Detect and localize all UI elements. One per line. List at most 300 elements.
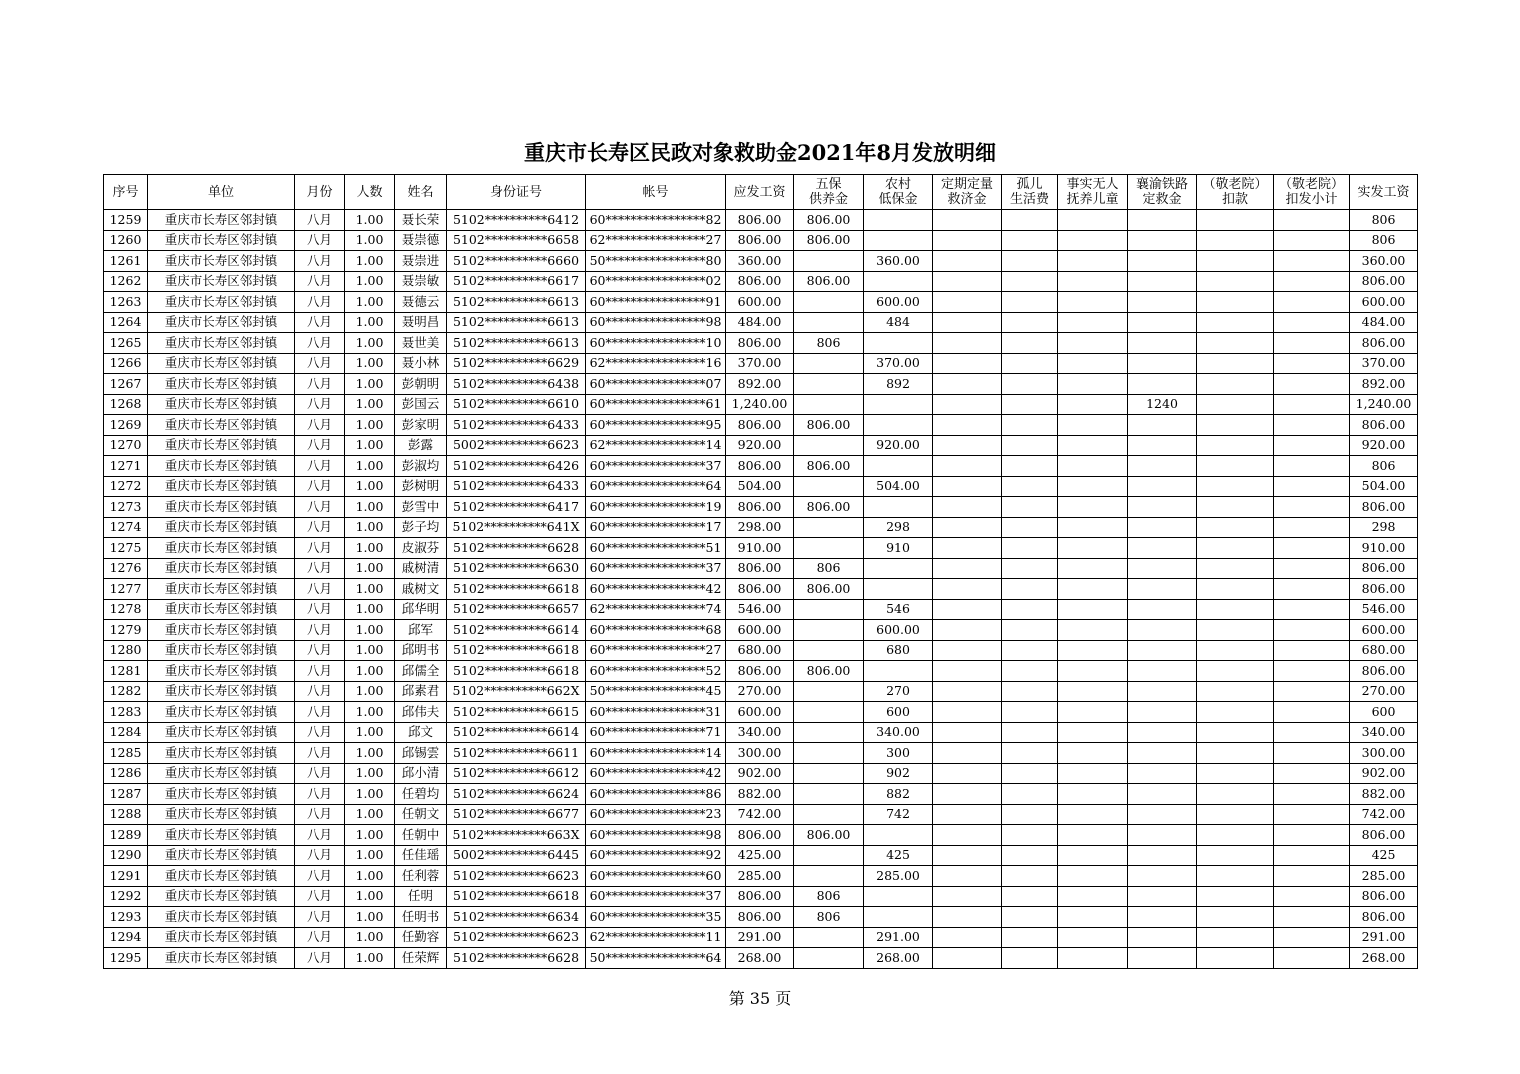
table-cell: [1274, 210, 1350, 231]
table-cell: [1128, 763, 1197, 784]
table-cell: [1197, 497, 1274, 518]
table-cell: [794, 927, 864, 948]
table-cell: 285.00: [726, 866, 794, 887]
table-cell: 60****************27: [586, 640, 726, 661]
table-cell: 62****************11: [586, 927, 726, 948]
table-cell: [1197, 374, 1274, 395]
table-cell: [1058, 456, 1128, 477]
table-row: [104, 927, 1418, 948]
column-header: 月份: [295, 175, 345, 210]
table-cell: [1058, 640, 1128, 661]
table-cell: 八月: [295, 394, 345, 415]
table-cell: 5102**********6613: [447, 312, 586, 333]
table-cell: [794, 784, 864, 805]
table-row: [104, 599, 1418, 620]
table-cell: 重庆市长寿区邻封镇: [148, 886, 295, 907]
table-cell: [1002, 722, 1058, 743]
table-cell: [1128, 927, 1197, 948]
table-cell: [933, 353, 1002, 374]
table-cell: [1128, 866, 1197, 887]
table-cell: 1.00: [345, 558, 395, 579]
table-cell: 重庆市长寿区邻封镇: [148, 702, 295, 723]
table-cell: 邱华明: [395, 599, 447, 620]
table-cell: 八月: [295, 743, 345, 764]
column-header: 襄渝铁路 定救金: [1128, 175, 1197, 210]
table-cell: 聂世美: [395, 333, 447, 354]
table-cell: [1274, 374, 1350, 395]
table-cell: [1058, 230, 1128, 251]
table-cell: [1002, 927, 1058, 948]
table-cell: 1.00: [345, 722, 395, 743]
table-cell: 806.00: [1350, 886, 1418, 907]
table-cell: [1128, 743, 1197, 764]
table-cell: [933, 292, 1002, 313]
table-cell: 1.00: [345, 538, 395, 559]
table-cell: [864, 558, 933, 579]
table-cell: 62****************16: [586, 353, 726, 374]
table-cell: 902.00: [726, 763, 794, 784]
table-row: [104, 435, 1418, 456]
table-cell: [1058, 804, 1128, 825]
table-cell: [933, 374, 1002, 395]
table-cell: 重庆市长寿区邻封镇: [148, 620, 295, 641]
table-cell: [1274, 435, 1350, 456]
table-cell: 八月: [295, 948, 345, 969]
table-cell: 重庆市长寿区邻封镇: [148, 251, 295, 272]
table-cell: 268.00: [864, 948, 933, 969]
table-cell: [794, 722, 864, 743]
table-cell: [1002, 210, 1058, 231]
table-cell: 60****************31: [586, 702, 726, 723]
table-cell: 重庆市长寿区邻封镇: [148, 825, 295, 846]
table-cell: 920.00: [1350, 435, 1418, 456]
table-cell: 聂崇德: [395, 230, 447, 251]
table-cell: 邱小清: [395, 763, 447, 784]
table-cell: [1058, 497, 1128, 518]
table-cell: 5102**********641X: [447, 517, 586, 538]
table-cell: [1128, 210, 1197, 231]
table-cell: [1058, 394, 1128, 415]
table-row: [104, 415, 1418, 436]
table-cell: [1128, 435, 1197, 456]
table-row: [104, 271, 1418, 292]
table-cell: [1128, 599, 1197, 620]
table-cell: [1197, 907, 1274, 928]
table-cell: [1197, 210, 1274, 231]
table-cell: 806: [794, 333, 864, 354]
table-cell: [1274, 456, 1350, 477]
table-cell: 八月: [295, 538, 345, 559]
table-cell: [1128, 456, 1197, 477]
table-cell: [1002, 825, 1058, 846]
table-cell: 806.00: [726, 415, 794, 436]
table-cell: 806.00: [1350, 661, 1418, 682]
table-cell: 60****************98: [586, 312, 726, 333]
table-cell: [1058, 558, 1128, 579]
table-cell: [1002, 784, 1058, 805]
table-cell: 八月: [295, 476, 345, 497]
table-cell: 5102**********6660: [447, 251, 586, 272]
table-cell: 1,240.00: [1350, 394, 1418, 415]
table-cell: 60****************14: [586, 743, 726, 764]
table-cell: 5102**********6657: [447, 599, 586, 620]
table-cell: 340.00: [864, 722, 933, 743]
table-cell: 680.00: [726, 640, 794, 661]
table-cell: 806: [1350, 230, 1418, 251]
column-header: 事实无人 抚养儿童: [1058, 175, 1128, 210]
table-cell: 1.00: [345, 886, 395, 907]
table-cell: 1240: [1128, 394, 1197, 415]
table-cell: [1128, 558, 1197, 579]
table-cell: [1002, 579, 1058, 600]
table-cell: 60****************23: [586, 804, 726, 825]
table-cell: 1.00: [345, 866, 395, 887]
table-cell: 5102**********6617: [447, 271, 586, 292]
table-cell: 八月: [295, 374, 345, 395]
table-cell: 5102**********6634: [447, 907, 586, 928]
table-cell: [933, 620, 1002, 641]
table-cell: 1279: [104, 620, 148, 641]
table-cell: 600.00: [1350, 292, 1418, 313]
table-cell: 270.00: [1350, 681, 1418, 702]
table-cell: 806.00: [1350, 579, 1418, 600]
table-cell: 60****************37: [586, 886, 726, 907]
table-cell: 806.00: [726, 907, 794, 928]
table-cell: [1128, 681, 1197, 702]
table-cell: 彭雪中: [395, 497, 447, 518]
table-cell: [1274, 353, 1350, 374]
table-cell: 600: [864, 702, 933, 723]
table-cell: 皮淑芬: [395, 538, 447, 559]
table-cell: 重庆市长寿区邻封镇: [148, 927, 295, 948]
table-cell: 5102**********6610: [447, 394, 586, 415]
table-cell: 任明: [395, 886, 447, 907]
table-cell: 360.00: [864, 251, 933, 272]
table-cell: [1197, 538, 1274, 559]
table-cell: [864, 415, 933, 436]
table-cell: [933, 251, 1002, 272]
table-cell: 1267: [104, 374, 148, 395]
table-cell: 重庆市长寿区邻封镇: [148, 866, 295, 887]
table-cell: 1.00: [345, 640, 395, 661]
table-cell: [1274, 230, 1350, 251]
table-cell: [794, 374, 864, 395]
table-cell: 1.00: [345, 230, 395, 251]
table-cell: [1274, 948, 1350, 969]
table-cell: 八月: [295, 271, 345, 292]
table-cell: [1197, 456, 1274, 477]
table-cell: 60****************71: [586, 722, 726, 743]
table-cell: 1.00: [345, 599, 395, 620]
table-cell: 60****************68: [586, 620, 726, 641]
table-cell: 806.00: [726, 333, 794, 354]
table-cell: 504.00: [1350, 476, 1418, 497]
table-cell: 任朝中: [395, 825, 447, 846]
table-cell: 1.00: [345, 579, 395, 600]
table-cell: 任朝文: [395, 804, 447, 825]
table-cell: 1263: [104, 292, 148, 313]
table-row: [104, 702, 1418, 723]
table-cell: 重庆市长寿区邻封镇: [148, 722, 295, 743]
table-cell: 5102**********662X: [447, 681, 586, 702]
table-cell: [1058, 907, 1128, 928]
table-cell: 1295: [104, 948, 148, 969]
table-cell: 5102**********6615: [447, 702, 586, 723]
table-cell: 邱明书: [395, 640, 447, 661]
table-cell: [1197, 784, 1274, 805]
table-cell: 546.00: [1350, 599, 1418, 620]
table-cell: 1.00: [345, 497, 395, 518]
table-row: [104, 866, 1418, 887]
table-row: [104, 948, 1418, 969]
table-cell: [1197, 722, 1274, 743]
table-cell: 1269: [104, 415, 148, 436]
table-row: [104, 476, 1418, 497]
table-cell: 425: [1350, 845, 1418, 866]
table-row: [104, 661, 1418, 682]
table-cell: 285.00: [864, 866, 933, 887]
table-cell: 806.00: [794, 415, 864, 436]
table-cell: 5102**********6613: [447, 292, 586, 313]
table-cell: 八月: [295, 579, 345, 600]
table-cell: [1002, 476, 1058, 497]
table-cell: [933, 784, 1002, 805]
table-cell: [933, 886, 1002, 907]
table-cell: 62****************27: [586, 230, 726, 251]
table-cell: [933, 866, 1002, 887]
table-cell: 重庆市长寿区邻封镇: [148, 497, 295, 518]
table-cell: 1.00: [345, 681, 395, 702]
table-cell: [864, 579, 933, 600]
table-cell: [1274, 702, 1350, 723]
table-cell: 5102**********6417: [447, 497, 586, 518]
table-cell: 806: [794, 558, 864, 579]
table-cell: 彭树明: [395, 476, 447, 497]
table-cell: [933, 661, 1002, 682]
column-header: 身份证号: [447, 175, 586, 210]
table-cell: [794, 948, 864, 969]
table-cell: 806.00: [726, 210, 794, 231]
table-cell: [1128, 907, 1197, 928]
table-cell: 742.00: [1350, 804, 1418, 825]
table-row: [104, 538, 1418, 559]
table-cell: [933, 804, 1002, 825]
table-cell: [864, 907, 933, 928]
table-cell: [794, 743, 864, 764]
table-cell: 1270: [104, 435, 148, 456]
table-cell: [864, 271, 933, 292]
table-cell: 重庆市长寿区邻封镇: [148, 804, 295, 825]
table-cell: [1002, 312, 1058, 333]
table-cell: [1002, 415, 1058, 436]
table-cell: 1275: [104, 538, 148, 559]
table-cell: 任勤容: [395, 927, 447, 948]
table-cell: 八月: [295, 907, 345, 928]
table-cell: 806.00: [726, 456, 794, 477]
table-cell: 重庆市长寿区邻封镇: [148, 517, 295, 538]
table-cell: [1002, 353, 1058, 374]
table-cell: 1289: [104, 825, 148, 846]
table-cell: [933, 743, 1002, 764]
table-cell: 1277: [104, 579, 148, 600]
table-cell: [1058, 435, 1128, 456]
table-cell: 5002**********6623: [447, 435, 586, 456]
table-cell: 邱素君: [395, 681, 447, 702]
relief-fund-table: [103, 174, 1418, 969]
table-cell: 重庆市长寿区邻封镇: [148, 271, 295, 292]
table-cell: [794, 763, 864, 784]
table-cell: [1058, 599, 1128, 620]
table-cell: 1272: [104, 476, 148, 497]
table-cell: [1197, 681, 1274, 702]
table-cell: 60****************07: [586, 374, 726, 395]
table-cell: [1128, 948, 1197, 969]
table-cell: [1058, 763, 1128, 784]
table-cell: [1058, 743, 1128, 764]
table-cell: 1.00: [345, 415, 395, 436]
table-cell: 1.00: [345, 476, 395, 497]
table-cell: [1274, 907, 1350, 928]
table-cell: [1274, 394, 1350, 415]
table-cell: [1058, 251, 1128, 272]
table-cell: [1058, 927, 1128, 948]
table-cell: 重庆市长寿区邻封镇: [148, 312, 295, 333]
table-cell: 重庆市长寿区邻封镇: [148, 394, 295, 415]
table-cell: 彭子均: [395, 517, 447, 538]
table-cell: 1.00: [345, 661, 395, 682]
table-cell: [1002, 907, 1058, 928]
table-cell: [1002, 702, 1058, 723]
table-cell: 60****************37: [586, 558, 726, 579]
table-cell: [1274, 271, 1350, 292]
table-cell: 806.00: [794, 271, 864, 292]
table-cell: 重庆市长寿区邻封镇: [148, 558, 295, 579]
table-cell: [1274, 845, 1350, 866]
table-cell: [864, 210, 933, 231]
column-header: 孤儿 生活费: [1002, 175, 1058, 210]
table-cell: 425.00: [726, 845, 794, 866]
table-cell: [1058, 333, 1128, 354]
table-row: [104, 743, 1418, 764]
table-cell: 重庆市长寿区邻封镇: [148, 476, 295, 497]
table-cell: 1.00: [345, 251, 395, 272]
table-cell: [1197, 415, 1274, 436]
table-cell: [1274, 620, 1350, 641]
table-cell: 806.00: [1350, 825, 1418, 846]
table-cell: [1002, 271, 1058, 292]
table-cell: [1274, 784, 1350, 805]
table-cell: [1058, 271, 1128, 292]
table-cell: 484.00: [1350, 312, 1418, 333]
table-cell: 806.00: [794, 661, 864, 682]
table-cell: [1197, 517, 1274, 538]
table-cell: [1197, 763, 1274, 784]
table-cell: 5102**********6613: [447, 333, 586, 354]
table-cell: 546.00: [726, 599, 794, 620]
column-header: 人数: [345, 175, 395, 210]
table-cell: [1274, 476, 1350, 497]
table-cell: [1128, 415, 1197, 436]
table-cell: [794, 702, 864, 723]
table-cell: 八月: [295, 640, 345, 661]
table-cell: 902: [864, 763, 933, 784]
table-row: [104, 784, 1418, 805]
table-cell: 八月: [295, 825, 345, 846]
table-cell: [1197, 333, 1274, 354]
table-cell: [1002, 804, 1058, 825]
table-cell: 60****************42: [586, 579, 726, 600]
table-cell: [1002, 292, 1058, 313]
table-cell: 1274: [104, 517, 148, 538]
table-cell: 1282: [104, 681, 148, 702]
table-cell: [1274, 538, 1350, 559]
table-cell: [1058, 886, 1128, 907]
table-cell: 5102**********6629: [447, 353, 586, 374]
table-cell: 重庆市长寿区邻封镇: [148, 374, 295, 395]
table-cell: 60****************51: [586, 538, 726, 559]
table-cell: 806: [794, 907, 864, 928]
table-cell: [1274, 640, 1350, 661]
table-cell: 重庆市长寿区邻封镇: [148, 579, 295, 600]
table-row: [104, 394, 1418, 415]
table-cell: 5102**********6630: [447, 558, 586, 579]
table-cell: [933, 558, 1002, 579]
table-cell: 5102**********6618: [447, 886, 586, 907]
table-row: [104, 886, 1418, 907]
table-cell: [933, 579, 1002, 600]
table-cell: 60****************19: [586, 497, 726, 518]
table-cell: [1058, 579, 1128, 600]
table-row: [104, 620, 1418, 641]
table-cell: 邱儒全: [395, 661, 447, 682]
table-cell: 806: [1350, 456, 1418, 477]
table-row: [104, 251, 1418, 272]
table-cell: [794, 517, 864, 538]
table-cell: 60****************60: [586, 866, 726, 887]
table-cell: 806.00: [726, 825, 794, 846]
table-cell: 八月: [295, 558, 345, 579]
table-row: [104, 825, 1418, 846]
table-cell: 806.00: [794, 579, 864, 600]
table-cell: 5102**********6412: [447, 210, 586, 231]
table-cell: 806.00: [1350, 497, 1418, 518]
table-cell: 291.00: [726, 927, 794, 948]
table-cell: [1128, 661, 1197, 682]
table-cell: [1274, 558, 1350, 579]
table-cell: 彭家明: [395, 415, 447, 436]
table-cell: [1002, 517, 1058, 538]
table-cell: [1128, 538, 1197, 559]
table-cell: 600.00: [726, 702, 794, 723]
table-cell: 1293: [104, 907, 148, 928]
table-cell: [1274, 927, 1350, 948]
table-cell: [1274, 312, 1350, 333]
table-cell: [1058, 866, 1128, 887]
table-cell: 1262: [104, 271, 148, 292]
table-cell: 1.00: [345, 333, 395, 354]
table-cell: 彭朝明: [395, 374, 447, 395]
table-cell: 1.00: [345, 948, 395, 969]
table-cell: [1274, 661, 1350, 682]
table-cell: [1274, 497, 1350, 518]
table-cell: 1.00: [345, 927, 395, 948]
table-cell: [1002, 743, 1058, 764]
table-cell: 1268: [104, 394, 148, 415]
table-cell: 285.00: [1350, 866, 1418, 887]
table-cell: [1058, 517, 1128, 538]
table-cell: [1002, 599, 1058, 620]
table-cell: [1058, 538, 1128, 559]
